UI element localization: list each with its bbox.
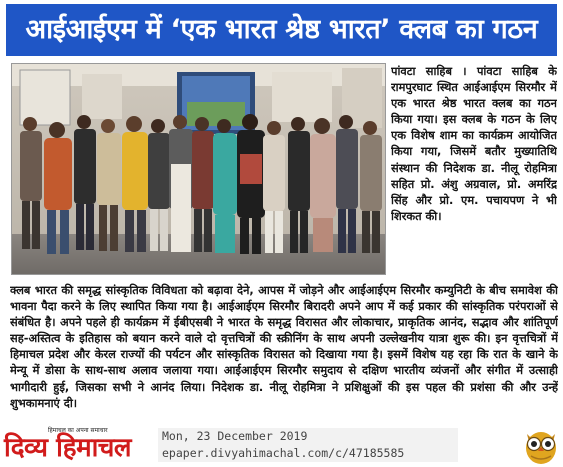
footer	[0, 424, 563, 467]
owl-mascot-icon	[521, 424, 561, 466]
brand-tagline: हिमाचल का अपना समाचार	[48, 427, 108, 434]
headline: आईआईएम में ‘एक भारत श्रेष्ठ भारत’ क्लब का गठन	[6, 4, 557, 56]
publication-meta	[158, 428, 458, 462]
publication-date: Mon, 23 December 2019	[162, 429, 308, 443]
brand-name: दिव्य हिमाचल	[4, 433, 132, 463]
epaper-url[interactable]: epaper.divyahimachal.com/c/47185585	[162, 446, 405, 460]
body-paragraph: क्लब भारत की समृद्ध सांस्कृतिक विविधता को बढ़ावा देने, आपस में जोड़ने और आईआईएम सिरमौर कम्युनिटी के बीच समावेश की भावना पैदा करने के लिए स्थापित किया गया है। आईआईएम सिरमौर बिरादरी अपने आप में कई प्रकार की सांस्कृतिक परंपराओं से संबंधित है। अपने पहले ही कार्यक्रम में ईबीएसबी ने भारत के समृद्ध विरासत और लोकाचार, प्राकृतिक आनंद, सद्भाव और शांतिपूर्ण सह-अस्तित्व के इतिहास को बयान करने वाले दो वृत्तचित्रों की स्क्रीनिंग के साथ अपनी उल्लेखनीय यात्रा शुरू की। इन वृत्तचित्रों में हिमाचल प्रदेश और केरल राज्यों की पर्यटन और सांस्कृतिक विरासत को दिखाया गया है। इसमें विशेष यह रहा कि रात के खाने के मेन्यू में डोसा के साथ-साथ अलाव जलाया गया। आईआईएम सिरमौर समुदाय से दक्षिण भारतीय व्यंजनों और संगीत में उत्साही भागीदारी हुई, जिसका सभी ने आनंद लिया। निदेशक डा. नीलू रोहमित्रा ने प्रशिक्षुओं की इस पहल की प्रशंसा की और उन्हें शुभकामनाएं दी।	[10, 283, 558, 410]
intro-paragraph: पांवटा साहिब । पांवटा साहिब के रामपुरघाट स्थित आईआईएम सिरमौर में एक भारत श्रेष्ठ भारत क्लब का गठन किया गया। इस क्लब के गठन के लिए एक विशेष शाम का कार्यक्रम आयोजित किया गया, जिसमें बतौर मुख्यातिथि संस्थान की निदेशक डा. नीलू रोहमित्रा सहित प्रो. अंशु अग्रवाल, प्रो. अमरिंद्र सिंह और प्रो. एम. पचायपण ने भी शिरकत की।	[391, 64, 557, 223]
brand-logo	[4, 426, 154, 464]
group-photo	[11, 63, 386, 275]
